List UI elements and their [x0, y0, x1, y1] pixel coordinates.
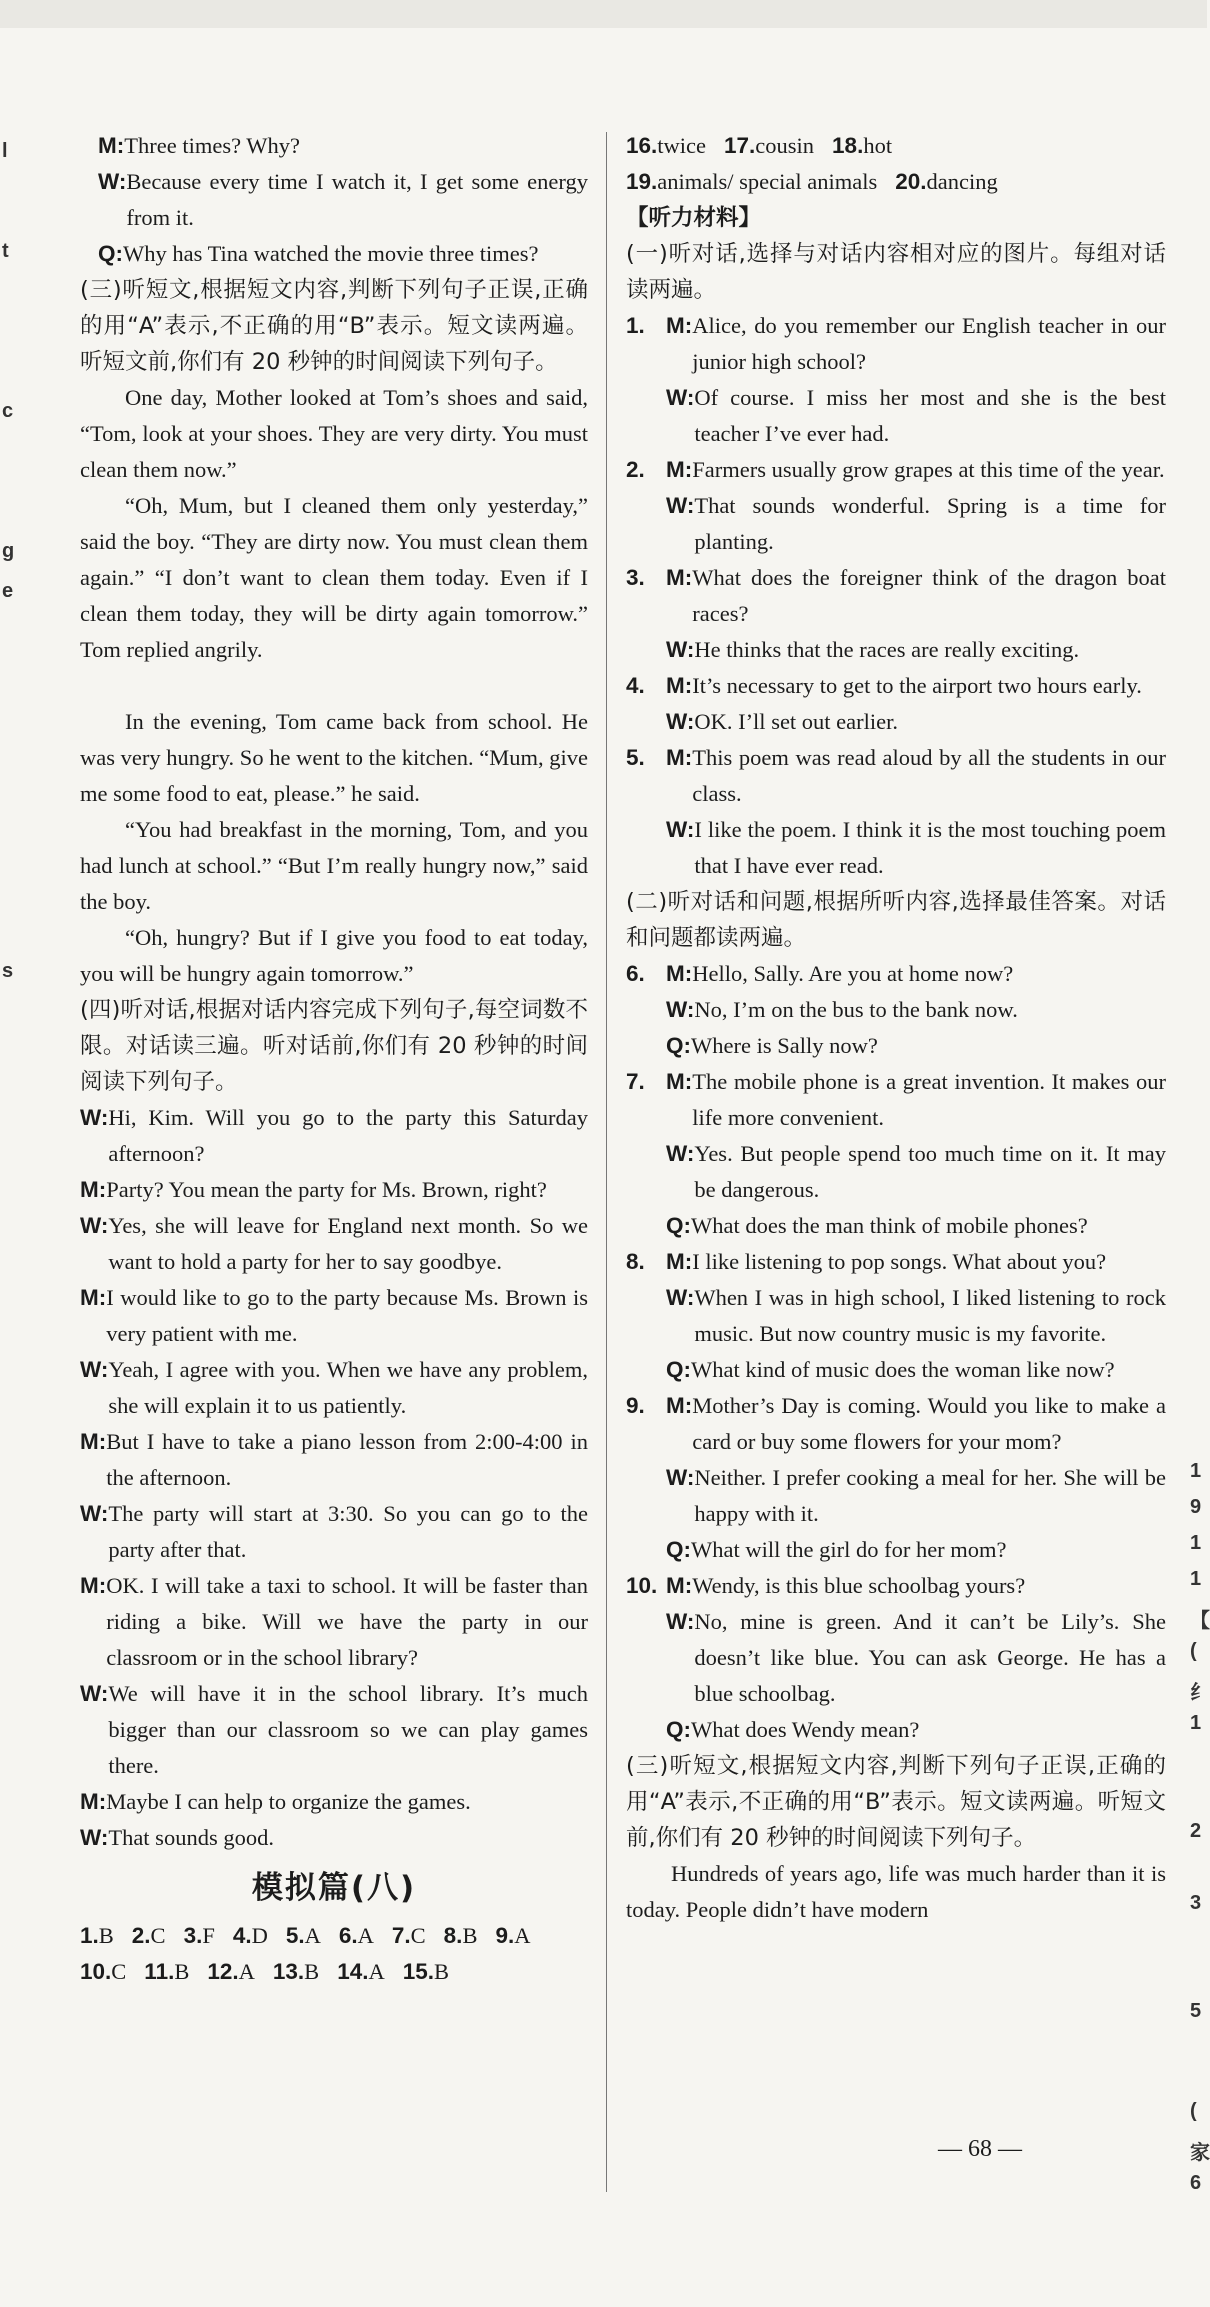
answer-value: D [251, 1923, 268, 1948]
dialog-text: Alice, do you remember our English teacher in our junior high school? [692, 313, 1166, 374]
dialog-item [626, 560, 1166, 668]
answer-value: cousin [755, 133, 815, 158]
dialog-item [626, 1064, 1166, 1244]
dialog-text: OK. I’ll set out earlier. [694, 709, 899, 734]
answer-number: 13. [272, 1959, 305, 1984]
answer-number: 1. [80, 1923, 99, 1948]
dialog-line [626, 812, 1166, 884]
story-part-1 [80, 380, 588, 668]
item-number [626, 488, 666, 560]
speaker-label: Q: [666, 1537, 691, 1562]
dialog-text: It’s necessary to get to the airport two hours early. [692, 673, 1142, 698]
speaker-label: M: [666, 457, 693, 482]
dialog-line [626, 1568, 1166, 1604]
dialog-line [626, 1532, 1166, 1568]
dialog-text: Mother’s Day is coming. Would you like to make a card or buy some flowers for your mom? [692, 1393, 1166, 1454]
answer-number: 18. [832, 133, 864, 158]
dialog-text: That sounds good. [108, 1825, 274, 1850]
answer-value: C [111, 1959, 127, 1984]
speaker-label: M: [666, 1573, 693, 1598]
dialog-text: No, I’m on the bus to the bank now. [694, 997, 1018, 1022]
dialog-line [80, 128, 588, 164]
dialog-line [80, 1496, 588, 1568]
dialog-line [626, 1460, 1166, 1532]
dialog-line [626, 1136, 1166, 1208]
item-number [626, 812, 666, 884]
edge-fragment: c [2, 400, 14, 422]
story-paragraph: “Oh, Mum, but I cleaned them only yesterday,” said the boy. “They are dirty now. You must clean them again.” “I don’t want to clean them today. Even if I clean them today, they will be dirty again tomorrow.” Tom replied angrily. [80, 493, 588, 662]
dialog-line [626, 1712, 1166, 1748]
answer-item [273, 1954, 319, 1990]
dialog-item [626, 1568, 1166, 1748]
answer-number: 19. [626, 169, 658, 194]
dialog-text: Wendy, is this blue schoolbag yours? [692, 1573, 1026, 1598]
answer-key [80, 1918, 588, 1990]
dialog-line [80, 1424, 588, 1496]
listening-materials-title: 【听力材料】 [626, 205, 762, 231]
speaker-label: W: [666, 1465, 695, 1490]
dialog-text: The party will start at 3:30. So you can go to the party after that. [108, 1501, 588, 1562]
answer-number: 15. [402, 1959, 434, 1984]
dialog-text: Yes. But people spend too much time on it. It may be dangerous. [694, 1141, 1166, 1202]
edge-fragment: ( [1190, 1640, 1197, 1662]
story-paragraph: In the evening, Tom came back from school. He was very hungry. So he went to the kitchen. “Mum, give me some food to eat, please.” he said. [80, 709, 588, 806]
dialog-text: Of course. I miss her most and she is the best teacher I’ve ever had. [694, 385, 1166, 446]
speaker-label: M: [80, 1789, 107, 1814]
section2-heading: (二)听对话和问题,根据所听内容,选择最佳答案。对话和问题都读两遍。 [626, 889, 1166, 951]
item-number: 1. [626, 313, 645, 338]
item-number: 3. [626, 565, 645, 590]
answer-number: 2. [131, 1923, 151, 1948]
dialog-item [626, 1244, 1166, 1388]
story-paragraph: Hundreds of years ago, life was much harder than it is today. People didn’t have modern [626, 1861, 1166, 1922]
speaker-label: W: [80, 1105, 109, 1130]
speaker-label: W: [666, 817, 695, 842]
dialog-text: He thinks that the races are really exciting. [694, 637, 1080, 662]
speaker-label: M: [98, 133, 125, 158]
answer-item [403, 1954, 449, 1990]
dialog-line [626, 1028, 1166, 1064]
answer-item [132, 1918, 166, 1954]
dialog-line [80, 1280, 588, 1352]
dialog-text: That sounds wonderful. Spring is a time for planting. [694, 493, 1166, 554]
dialog-item [626, 956, 1166, 1064]
dialog-text: I like the poem. I think it is the most touching poem that I have ever read. [694, 817, 1166, 878]
section3-heading: (三)听短文,根据短文内容,判断下列句子正误,正确的用“A”表示,不正确的用“B”表示。短文读两遍。听短文前,你们有 20 秒钟的时间阅读下列句子。 [80, 277, 588, 375]
dialog-line [626, 308, 1166, 380]
item-number: 4. [626, 673, 645, 698]
answer-number: 5. [285, 1923, 305, 1948]
speaker-label: M: [666, 565, 693, 590]
dialog-text: Farmers usually grow grapes at this time of the year. [692, 457, 1165, 482]
item-number [626, 1352, 666, 1388]
answer-value: C [150, 1923, 166, 1948]
answer-item [339, 1918, 374, 1954]
answer-number: 8. [443, 1923, 463, 1948]
item-number [626, 1712, 666, 1748]
answer-item [495, 1918, 530, 1954]
speaker-label: M: [666, 313, 693, 338]
speaker-label: M: [666, 673, 693, 698]
answer-number: 16. [626, 133, 658, 158]
item-number: 5. [626, 745, 645, 770]
dialog-line [80, 1100, 588, 1172]
item-number [626, 704, 666, 740]
dialog-text: I like listening to pop songs. What about you? [692, 1249, 1107, 1274]
dialog-line [80, 1208, 588, 1280]
section1-heading: (一)听对话,选择与对话内容相对应的图片。每组对话读两遍。 [626, 241, 1166, 303]
dialog-line [626, 1280, 1166, 1352]
answer-value: F [202, 1923, 215, 1948]
item-number [626, 380, 666, 452]
dialog-text: What kind of music does the woman like now? [691, 1357, 1115, 1382]
answer-value: hot [863, 133, 893, 158]
answer-number: 17. [724, 133, 756, 158]
dialog-line [626, 488, 1166, 560]
items-section1 [626, 308, 1166, 884]
dialog-item [626, 452, 1166, 560]
answer-value: A [238, 1959, 255, 1984]
answer-value: B [174, 1959, 190, 1984]
dialog-line [626, 1388, 1166, 1460]
answer-value: dancing [926, 169, 998, 194]
items-section2 [626, 956, 1166, 1748]
speaker-label: W: [80, 1501, 109, 1526]
speaker-label: Q: [666, 1033, 691, 1058]
dialog-text: No, mine is green. And it can’t be Lily’s. She doesn’t like blue. You can ask George. He has a blue schoolbag. [694, 1609, 1166, 1706]
answer-item [337, 1954, 385, 1990]
answer-item [724, 128, 814, 164]
answer-number: 20. [895, 169, 927, 194]
item-number: 7. [626, 1069, 645, 1094]
speaker-label: W: [666, 709, 695, 734]
dialog-text: I would like to go to the party because Ms. Brown is very patient with me. [106, 1285, 588, 1346]
dialog-line [626, 380, 1166, 452]
item-number [626, 1532, 666, 1568]
dialog-line [80, 164, 588, 236]
dialog-text: What does the foreigner think of the dragon boat races? [692, 565, 1166, 626]
speaker-label: W: [666, 997, 695, 1022]
answer-number: 9. [495, 1923, 515, 1948]
speaker-label: Q: [666, 1357, 691, 1382]
section-title: 模拟篇(八) [251, 1870, 417, 1906]
answer-item [895, 164, 998, 200]
edge-fragment: 1 [1190, 1568, 1202, 1590]
edge-fragment: t [2, 240, 9, 262]
speaker-label: W: [666, 1285, 695, 1310]
answer-item [444, 1918, 478, 1954]
answer-item [286, 1918, 321, 1954]
dialog-item [626, 308, 1166, 452]
answer-value: A [304, 1923, 321, 1948]
dialog-line [80, 1568, 588, 1676]
dialog-item [626, 1388, 1166, 1568]
dialog-section4 [80, 1100, 588, 1856]
dialog-text: Why has Tina watched the movie three times? [123, 241, 539, 266]
answer-item [80, 1918, 114, 1954]
answer-item [626, 164, 877, 200]
speaker-label: W: [666, 637, 695, 662]
speaker-label: W: [666, 1609, 695, 1634]
dialog-text: Because every time I watch it, I get some energy from it. [126, 169, 588, 230]
dialog-text: We will have it in the school library. It’s much bigger than our classroom so we can play games there. [108, 1681, 588, 1778]
edge-fragment: 5 [1190, 2000, 1202, 2022]
speaker-label: M: [666, 745, 693, 770]
right-column [626, 128, 1166, 1928]
edge-fragment: ( [1190, 2100, 1197, 2122]
answer-value: B [434, 1959, 450, 1984]
item-number: 9. [626, 1393, 645, 1418]
speaker-label: M: [80, 1285, 107, 1310]
edge-fragment: 1 [1190, 1460, 1202, 1482]
dialog-text: When I was in high school, I liked listening to rock music. But now country music is my favorite. [694, 1285, 1166, 1346]
page-number: — 68 — [938, 2136, 1022, 2162]
answer-value: animals/ special animals [657, 169, 878, 194]
edge-fragment: 纟 [1190, 1682, 1210, 1704]
speaker-label: W: [80, 1825, 109, 1850]
dialog-line [626, 704, 1166, 740]
dialog-text: Yes, she will leave for England next month. So we want to hold a party for her to say goodbye. [108, 1213, 588, 1274]
story-paragraph: “You had breakfast in the morning, Tom, and you had lunch at school.” “But I’m really hungry now,” said the boy. [80, 817, 588, 914]
dialog-text: Maybe I can help to organize the games. [106, 1789, 471, 1814]
column-divider [606, 132, 607, 2192]
answer-key-continued [626, 128, 1166, 200]
dialog-line [626, 992, 1166, 1028]
edge-fragment: 2 [1190, 1820, 1202, 1842]
speaker-label: M: [80, 1573, 107, 1598]
left-column [80, 128, 588, 1990]
answer-item [207, 1954, 255, 1990]
dialog-text: Hello, Sally. Are you at home now? [692, 961, 1014, 986]
answer-value: C [410, 1923, 426, 1948]
dialog-text: Neither. I prefer cooking a meal for her. She will be happy with it. [694, 1465, 1166, 1526]
edge-fragment: e [2, 580, 14, 602]
answer-item [626, 128, 706, 164]
blank-gap [80, 668, 588, 704]
section4-heading: (四)听对话,根据对话内容完成下列句子,每空词数不限。对话读三遍。听对话前,你们有 20 秒钟的时间阅读下列句子。 [80, 997, 588, 1095]
dialog-line [626, 452, 1166, 488]
answer-value: B [304, 1959, 320, 1984]
dialog-text: What will the girl do for her mom? [691, 1537, 1007, 1562]
answer-item [184, 1918, 215, 1954]
dialog-line [626, 1208, 1166, 1244]
item-number [626, 1460, 666, 1532]
dialog-text: What does Wendy mean? [691, 1717, 920, 1742]
answer-number: 3. [183, 1923, 203, 1948]
answer-number: 10. [80, 1959, 112, 1984]
dialog-text: Yeah, I agree with you. When we have any problem, she will explain it to us patiently. [108, 1357, 588, 1418]
dialog-line [80, 1172, 588, 1208]
dialog-text: Hi, Kim. Will you go to the party this Saturday afternoon? [108, 1105, 588, 1166]
edge-fragment: 家 [1190, 2142, 1210, 2164]
dialog-item [626, 668, 1166, 740]
item-number: 6. [626, 961, 645, 986]
dialog-line [626, 1352, 1166, 1388]
speaker-label: M: [80, 1177, 107, 1202]
story-paragraph: One day, Mother looked at Tom’s shoes and said, “Tom, look at your shoes. They are very dirty. You must clean them now.” [80, 385, 588, 482]
speaker-label: M: [666, 1069, 693, 1094]
edge-fragment: g [2, 540, 15, 562]
dialog-line [626, 740, 1166, 812]
answer-value: B [98, 1923, 114, 1948]
dialog-text: But I have to take a piano lesson from 2:00-4:00 in the afternoon. [106, 1429, 588, 1490]
answer-value: B [462, 1923, 478, 1948]
answer-value: twice [657, 133, 707, 158]
item-number [626, 1280, 666, 1352]
speaker-label: M: [80, 1429, 107, 1454]
answer-number: 7. [391, 1923, 411, 1948]
dialog-top [80, 128, 588, 272]
answer-value: A [368, 1959, 385, 1984]
speaker-label: W: [80, 1213, 109, 1238]
item-number [626, 632, 666, 668]
edge-fragment: 【 [1190, 1610, 1210, 1632]
speaker-label: W: [666, 493, 695, 518]
speaker-label: W: [666, 385, 695, 410]
item-number [626, 992, 666, 1028]
answer-item [80, 1954, 126, 1990]
answer-item [832, 128, 892, 164]
dialog-line [80, 1784, 588, 1820]
dialog-line [626, 956, 1166, 992]
answer-number: 14. [337, 1959, 369, 1984]
speaker-label: M: [666, 961, 693, 986]
dialog-line [626, 1604, 1166, 1712]
answer-value: A [357, 1923, 374, 1948]
story-part-2 [80, 704, 588, 992]
dialog-line [626, 1244, 1166, 1280]
item-number [626, 1136, 666, 1208]
dialog-line [626, 668, 1166, 704]
answer-item [144, 1954, 189, 1990]
speaker-label: M: [666, 1393, 693, 1418]
item-number: 8. [626, 1249, 645, 1274]
edge-fragment: 6 [1190, 2172, 1202, 2194]
speaker-label: Q: [98, 241, 123, 266]
dialog-text: Where is Sally now? [691, 1033, 878, 1058]
item-number: 2. [626, 457, 645, 482]
edge-fragment: l [2, 140, 8, 162]
speaker-label: M: [666, 1249, 693, 1274]
speaker-label: W: [98, 169, 127, 194]
dialog-line [80, 1676, 588, 1784]
answer-number: 12. [207, 1959, 239, 1984]
dialog-line [80, 1820, 588, 1856]
dialog-text: OK. I will take a taxi to school. It will be faster than riding a bike. Will we have the party in our classroom or in the school library? [106, 1573, 588, 1670]
answer-number: 6. [338, 1923, 358, 1948]
item-number [626, 1604, 666, 1712]
dialog-item [626, 740, 1166, 884]
edge-fragment: 9 [1190, 1496, 1202, 1518]
dialog-text: Three times? Why? [124, 133, 301, 158]
dialog-text: What does the man think of mobile phones? [691, 1213, 1088, 1238]
speaker-label: W: [80, 1357, 109, 1382]
answer-item [233, 1918, 268, 1954]
edge-fragment: 1 [1190, 1712, 1202, 1734]
speaker-label: Q: [666, 1213, 691, 1238]
answer-number: 11. [144, 1959, 175, 1984]
dialog-line [80, 1352, 588, 1424]
dialog-text: Party? You mean the party for Ms. Brown, right? [106, 1177, 547, 1202]
item-number [626, 1028, 666, 1064]
dialog-line [626, 1064, 1166, 1136]
section3-heading-right: (三)听短文,根据短文内容,判断下列句子正误,正确的用“A”表示,不正确的用“B”表示。短文读两遍。听短文前,你们有 20 秒钟的时间阅读下列句子。 [626, 1753, 1166, 1851]
dialog-line [80, 236, 588, 272]
edge-fragment: 1 [1190, 1532, 1202, 1554]
edge-fragment: 3 [1190, 1892, 1202, 1914]
answer-item [392, 1918, 426, 1954]
item-number: 10. [626, 1573, 658, 1598]
dialog-text: The mobile phone is a great invention. It makes our life more convenient. [692, 1069, 1166, 1130]
speaker-label: W: [666, 1141, 695, 1166]
item-number [626, 1208, 666, 1244]
story-paragraph: “Oh, hungry? But if I give you food to eat today, you will be hungry again tomorrow.” [80, 925, 588, 986]
dialog-line [626, 560, 1166, 632]
dialog-line [626, 632, 1166, 668]
dialog-text: This poem was read aloud by all the students in our class. [692, 745, 1166, 806]
answer-value: A [514, 1923, 531, 1948]
top-shade [0, 0, 1207, 28]
edge-fragment: s [2, 960, 14, 982]
answer-number: 4. [232, 1923, 252, 1948]
speaker-label: W: [80, 1681, 109, 1706]
speaker-label: Q: [666, 1717, 691, 1742]
